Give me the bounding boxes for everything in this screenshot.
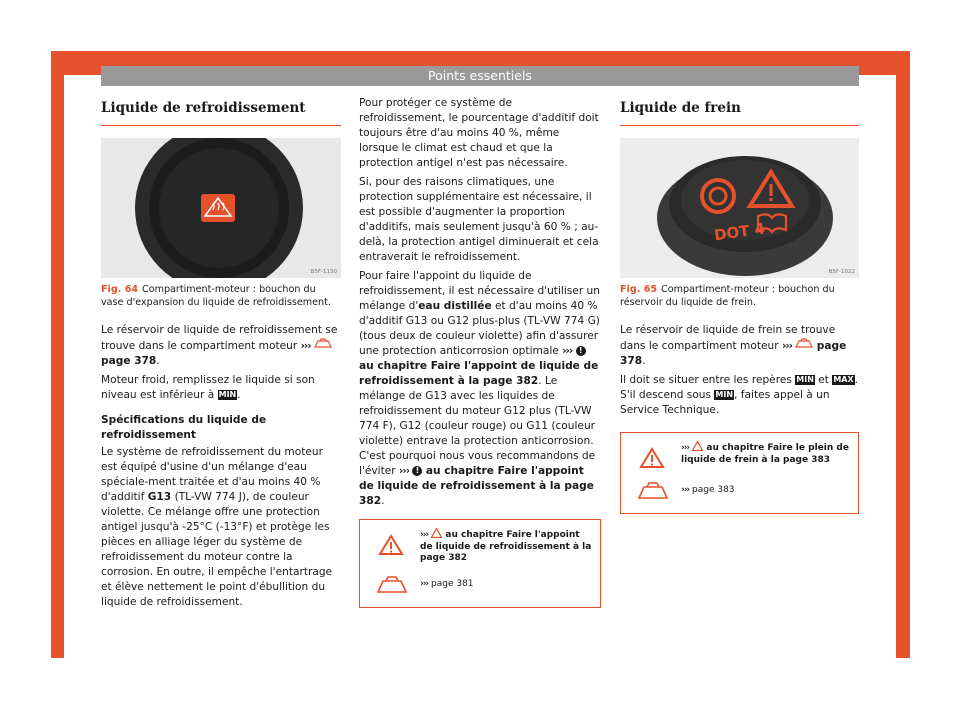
emphasis: eau distillée <box>418 300 492 312</box>
section-title-brake: Liquide de frein <box>620 96 859 126</box>
warning-text: ››› au chapitre Faire l'appoint de liquide de refroidissement à la page 382 <box>420 530 592 563</box>
paragraph: Le réservoir de liquide de refroidissement se trouve dans le compartiment moteur ››› page 378. <box>101 324 338 367</box>
page-number: 51 <box>878 620 891 631</box>
dot-label: DOT 4 <box>712 219 767 245</box>
figure-coolant-cap <box>101 138 341 278</box>
xref-link[interactable]: page 378 <box>101 355 157 367</box>
warning-ref[interactable]: au chapitre Faire l'appoint de liquide de refroidissement à la page 382 <box>420 530 592 563</box>
text: . <box>381 495 385 507</box>
xref-chevron: ››› <box>562 345 573 357</box>
xref-chevron: ››› <box>300 340 311 352</box>
page-ref-link[interactable]: page 381 <box>431 578 474 589</box>
section-title-coolant: Liquide de refroidissement <box>101 96 341 126</box>
info-icon: ! <box>576 346 586 356</box>
paragraph: Le réservoir de liquide de frein se trouve dans le compartiment moteur ››› page 378. <box>620 324 847 367</box>
warning-box <box>620 432 859 514</box>
page-ref-link[interactable]: page 383 <box>692 485 735 495</box>
warning-ref[interactable]: au chapitre Faire le plein de liquide de frein à la page 383 <box>681 443 849 465</box>
column-coolant <box>101 96 341 614</box>
xref-chevron: ››› <box>781 340 793 352</box>
paragraph <box>101 445 341 610</box>
text: et d'au moins 40 % d'additif G13 ou G12 plus-plus (TL-VW 774 G) (tous deux de couleur violette) afin d'assurer une protection anticorrosion optimale <box>359 300 600 357</box>
text: Moteur froid, remplissez le liquide si son niveau est inférieur à <box>101 374 315 401</box>
text: Pour faire l'appoint du liquide de refroidissement, il est nécessaire d'utiliser un mélange d' <box>359 270 600 312</box>
warning-text: ››› au chapitre Faire le plein de liquide de frein à la page 383 <box>681 443 849 465</box>
figure-caption <box>620 284 859 309</box>
figure-code: B5F-1130 <box>310 269 337 275</box>
subheading: Spécifications du liquide de refroidissement <box>101 414 267 441</box>
figure-caption-text: Compartiment-moteur : bouchon du vase d'expansion du liquide de refroidissement. <box>101 284 331 308</box>
coolant-cap-illustration <box>101 138 341 278</box>
min-mark: MIN <box>796 375 814 384</box>
text: et <box>818 374 829 386</box>
warning-triangle-icon <box>378 534 404 556</box>
additive-name: G13 <box>147 491 172 503</box>
warning-small-icon <box>692 441 703 451</box>
warning-triangle-icon <box>639 447 665 469</box>
column-brake-fluid <box>620 96 859 514</box>
engine-compartment-icon <box>314 338 332 349</box>
page-ref: ››› page 383 <box>681 485 735 495</box>
xref-chevron: ››› <box>399 465 410 477</box>
paragraph: Si, pour des raisons climatiques, une protection supplémentaire est nécessaire, il est possible d'augmenter la proportion d'additifs, mais seulement jusqu'à 60 % ; au-delà, la protection antigel diminuerait et cela entraverait le refroidissement. <box>359 176 599 263</box>
figure-code: B5F-1022 <box>828 269 855 275</box>
text: Le système de refroidissement du moteur est équipé d'usine d'un mélange d'eau spéciale-ment traitée et d'au moins 40 % d'additif <box>101 446 323 503</box>
column-coolant-cont <box>359 96 601 608</box>
engine-compartment-icon <box>376 575 408 595</box>
warning-box <box>359 519 601 608</box>
paragraph: Moteur froid, remplissez le liquide si son niveau est inférieur à MIN. <box>101 374 315 401</box>
section-header: Points essentiels <box>101 66 859 86</box>
brake-cap-illustration <box>620 138 859 278</box>
paragraph: Pour protéger ce système de refroidissement, le pourcentage d'additif doit toujours être d'au moins 40 %, même lorsque le climat est chaud et que la protection antigel n'est pas nécessaire. <box>359 97 599 169</box>
min-mark: MIN <box>218 390 237 399</box>
xref-link[interactable]: au chapitre Faire l'appoint de liquide de refroidissement à la page 382 <box>359 360 599 387</box>
figure-brake-cap <box>620 138 859 278</box>
paragraph <box>359 269 601 509</box>
text: Le réservoir de liquide de refroidissement se trouve dans le compartiment moteur <box>101 324 338 352</box>
figure-number: Fig. 64 <box>101 284 139 295</box>
page-ref: ››› page 381 <box>420 578 474 589</box>
xref-link[interactable]: page 378 <box>620 340 847 367</box>
text: (TL-VW 774 J), de couleur violette. Ce mélange offre une protection antigel jusqu'à -25°C (-13°F) et protège les pièces en alliage léger du système de refroidissement du moteur contre la corrosion. En outre, il empêche l'entartrage et élève nettement le point d'ébullition du liquide de refroidissement. <box>101 491 333 608</box>
paragraph <box>620 373 859 418</box>
figure-caption <box>101 284 341 309</box>
engine-compartment-icon <box>637 481 669 501</box>
max-mark: MAX <box>833 375 854 384</box>
figure-number: Fig. 65 <box>620 284 658 295</box>
xref-link[interactable]: au chapitre Faire l'appoint de liquide de refroidissement à la page 382 <box>359 465 594 507</box>
engine-compartment-icon <box>795 338 813 349</box>
figure-caption-text: Compartiment-moteur : bouchon du réservoir du liquide de frein. <box>620 284 835 308</box>
text: Il doit se situer entre les repères <box>620 374 792 386</box>
info-icon: ! <box>412 466 422 476</box>
text: Le réservoir de liquide de frein se trouve dans le compartiment moteur <box>620 324 836 352</box>
warning-small-icon <box>431 528 442 538</box>
text: . S'il descend sous <box>620 374 859 401</box>
text: , faites appel à un Service Technique. <box>620 389 830 416</box>
text: . Le mélange de G13 avec les liquides de refroidissement du moteur G12 plus (TL-VW 774 F), G12 (couleur rouge) ou G11 (couleur violette) entrave la protection anticorrosion. C'est pourquoi nous vous recommandons de l'éviter <box>359 375 596 477</box>
min-mark: MIN <box>715 390 734 399</box>
